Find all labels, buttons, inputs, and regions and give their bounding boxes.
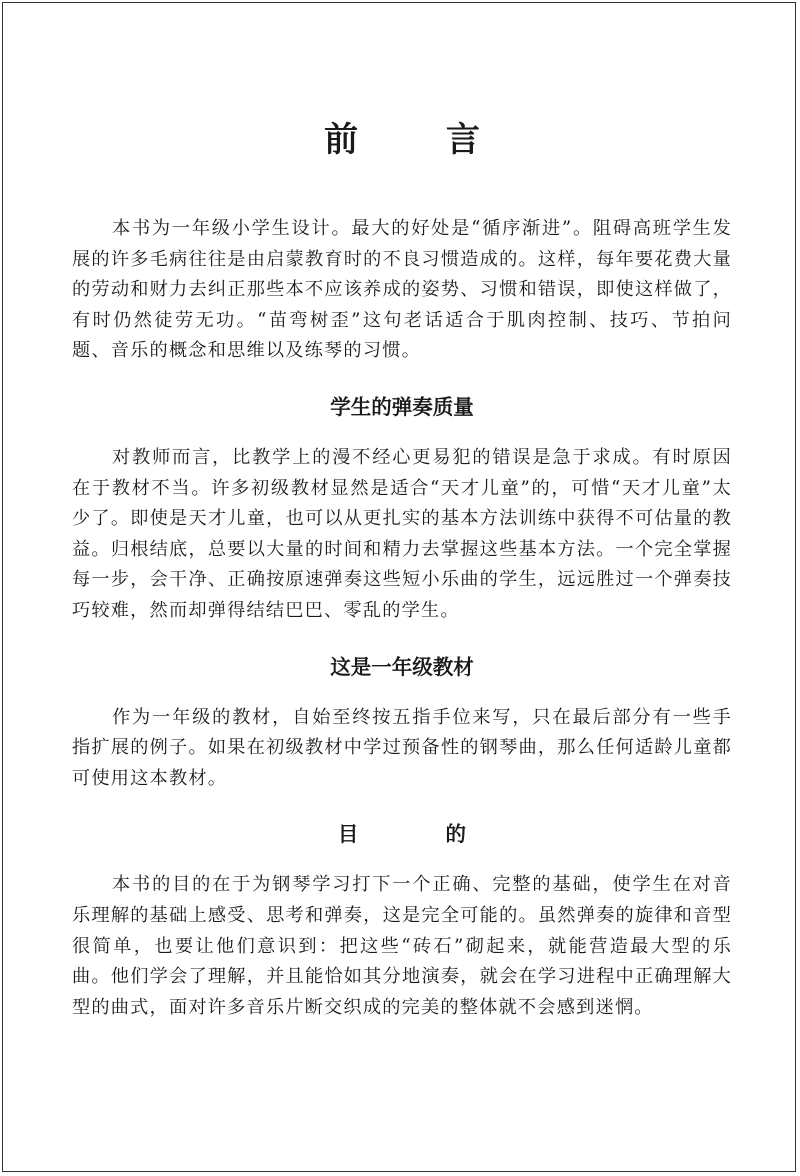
page-title: 前 言 <box>324 120 518 160</box>
section-heading: 目 的 <box>337 822 507 847</box>
section-paragraph: 本书为一年级小学生设计。最大的好处是“循序渐进”。阻碍高班学生发展的许多毛病往往是由启蒙教育时的不良习惯造成的。这样，每年要花费大量的劳动和财力去纠正那些本不应该养成的姿势、习惯和错误，即使这样做了，有时仍然徒劳无功。“苗弯树歪”这句老话适合于肌肉控制、技巧、节拍问题、音乐的概念和思维以及练琴的习惯。 <box>72 218 732 362</box>
section-playing-quality <box>72 387 732 627</box>
section-heading: 这是一年级教材 <box>330 654 474 679</box>
section-intro <box>72 214 732 367</box>
section-paragraph: 作为一年级的教材，自始至终按五指手位来写，只在最后部分有一些手指扩展的例子。如果在初级教材中学过预备性的钢琴曲，那么任何适龄儿童都可使用这本教材。 <box>72 706 732 789</box>
section-purpose <box>72 814 732 1023</box>
preface-content <box>72 100 732 1023</box>
section-first-grade <box>72 647 732 795</box>
section-paragraph: 对教师而言，比教学上的漫不经心更易犯的错误是急于求成。有时原因在于教材不当。许多初级教材显然是适合“天才儿童”的，可惜“天才儿童”太少了。即使是天才儿童，也可以从更扎实的基本方法训练中获得不可估量的教益。归根结底，总要以大量的时间和精力去掌握这些基本方法。一个完全掌握每一步，会干净、正确按原速弹奏这些短小乐曲的学生，远远胜过一个弹奏技巧较难，然而却弹得结结巴巴、零乱的学生。 <box>72 446 732 621</box>
section-paragraph: 本书的目的在于为钢琴学习打下一个正确、完整的基础，使学生在对音乐理解的基础上感受、思考和弹奏，这是完全可能的。虽然弹奏的旋律和音型很简单，也要让他们意识到：把这些“砖石”砌起来，就能营造最大型的乐曲。他们学会了理解，并且能恰如其分地演奏，就会在学习进程中正确理解大型的曲式，面对许多音乐片断交织成的完美的整体就不会感到迷惘。 <box>72 874 732 1018</box>
section-heading: 学生的弹奏质量 <box>330 394 474 419</box>
